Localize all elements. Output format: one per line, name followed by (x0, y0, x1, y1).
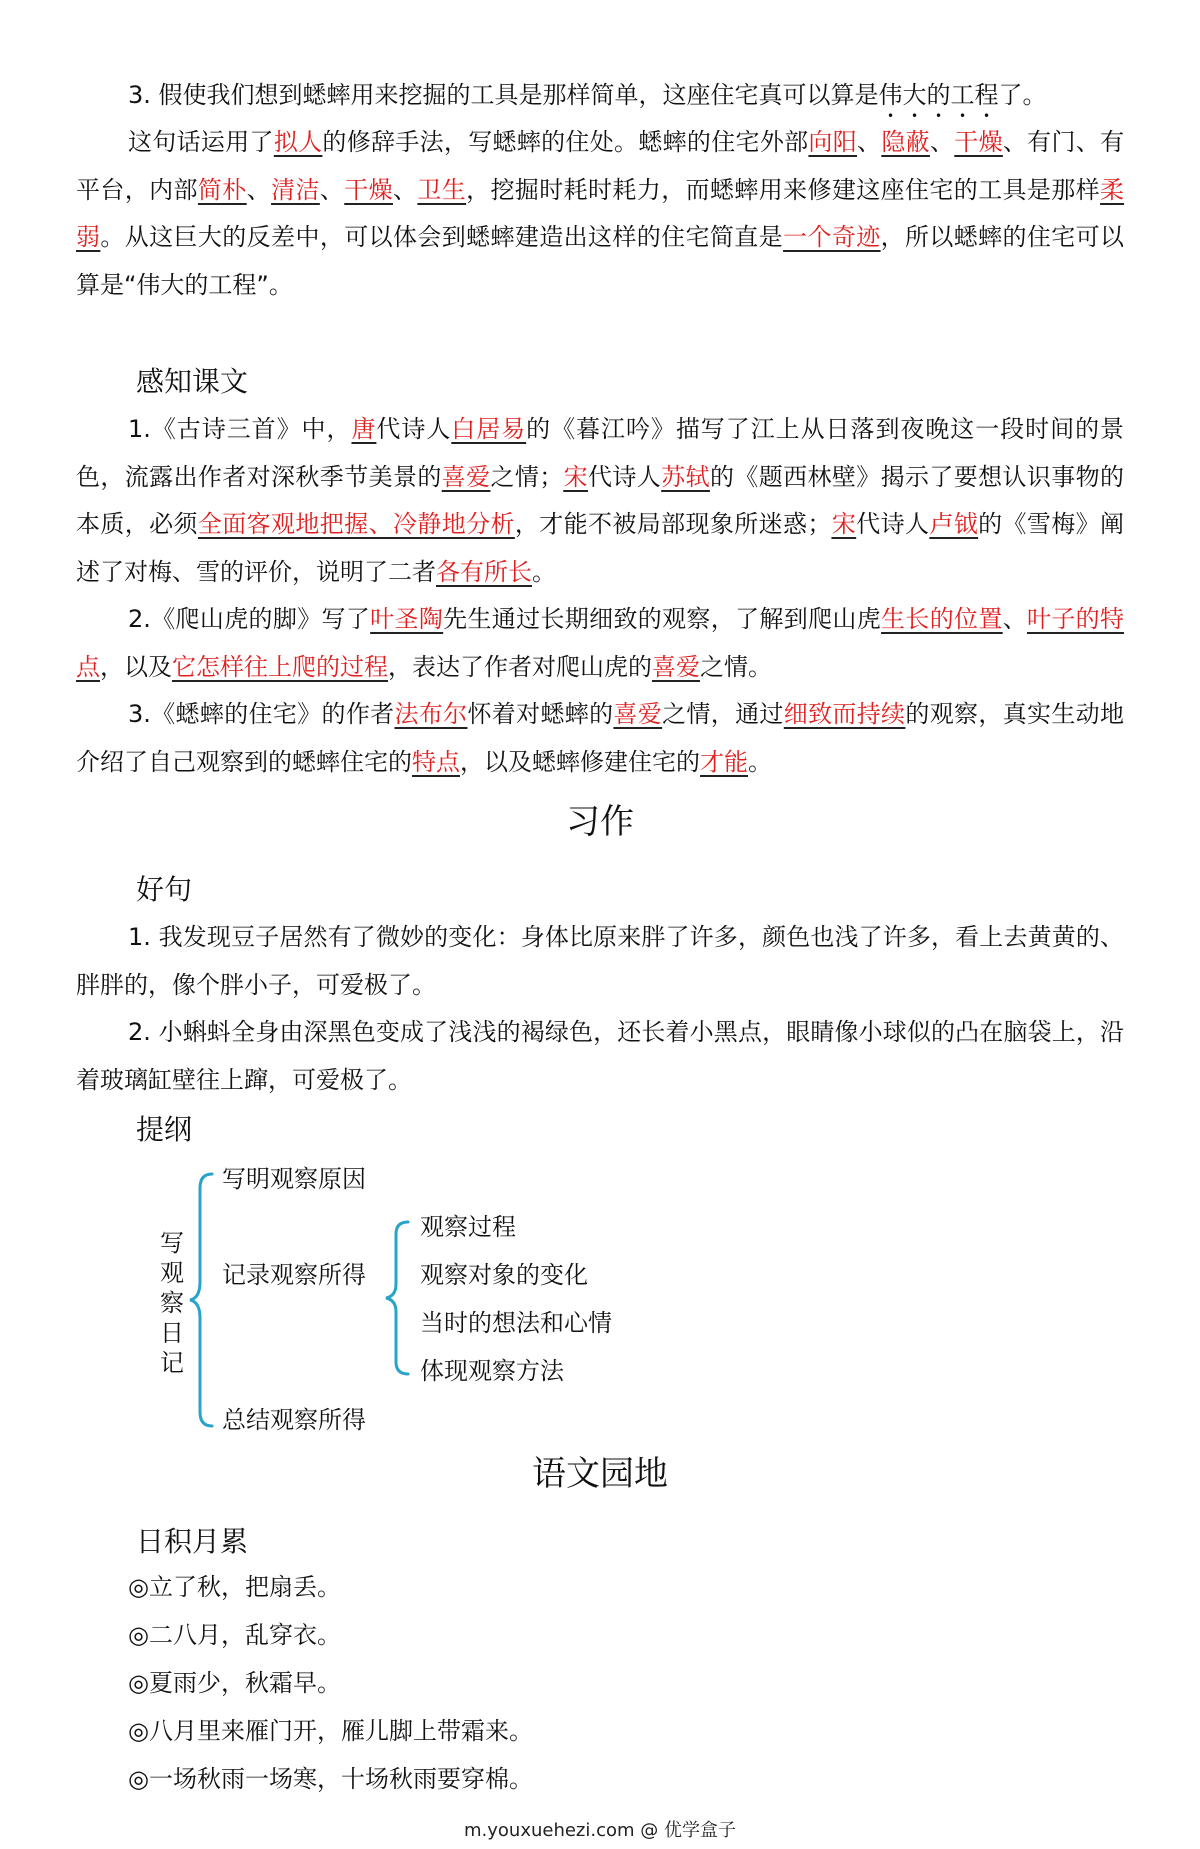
outline-branch-2: 记录观察所得 (222, 1261, 366, 1289)
outline-sub-item: 当时的想法和心情 (420, 1309, 612, 1337)
footer-watermark: m.youxuehezi.com @ 优学盒子 (463, 1820, 736, 1841)
ganzhi-item-2: 2.《爬山虎的脚》写了叶圣陶先生通过长期细致的观察，了解到爬山虎生长的位置、叶子的特点，以及它怎样往上爬的过程，表达了作者对爬山虎的喜爱之情。 (76, 605, 1124, 681)
proverb-line: ◎夏雨少，秋霜早。 (128, 1669, 341, 1697)
outline-sub-brace (384, 1218, 414, 1378)
quote-sentence: 3. 假使我们想到蟋蟀用来挖掘的工具是那样简单，这座住宅真可以算是伟大的工程了。 (128, 81, 1047, 109)
section-title-riji: 日积月累 (136, 1525, 249, 1558)
outline-branch-1: 写明观察原因 (222, 1165, 366, 1193)
section-title-haoju: 好句 (136, 873, 193, 906)
outline-sub-item: 观察对象的变化 (420, 1261, 588, 1289)
heading-xizuo: 习作 (566, 802, 634, 842)
section-title-tigang: 提纲 (136, 1113, 193, 1146)
outline-main-brace (188, 1170, 218, 1430)
heading-yuwen: 语文园地 (532, 1454, 668, 1494)
analysis-paragraph: 这句话运用了拟人的修辞手法，写蟋蟀的住处。蟋蟀的住宅外部向阳、隐蔽、干燥、有门、有平台，内部简朴、清洁、干燥、卫生，挖掘时耗时耗力，而蟋蟀用来修建这座住宅的工具是那样柔弱。从这巨大的反差中，可以体会到蟋蟀建造出这样的住宅简直是一个奇迹，所以蟋蟀的住宅可以算是“伟大的工程”。 (76, 128, 1125, 299)
outline-branch-3: 总结观察所得 (222, 1406, 366, 1434)
section-title-ganzhi: 感知课文 (136, 365, 249, 398)
good-sentence-1: 1. 我发现豆子居然有了微妙的变化：身体比原来胖了许多，颜色也浅了许多，看上去黄黄的、胖胖的，像个胖小子，可爱极了。 (76, 923, 1124, 999)
proverb-line: ◎立了秋，把扇丢。 (128, 1573, 341, 1601)
outline-sub-item: 观察过程 (420, 1213, 516, 1241)
ganzhi-item-3: 3.《蟋蟀的住宅》的作者法布尔怀着对蟋蟀的喜爱之情，通过细致而持续的观察，真实生动地介绍了自己观察到的蟋蟀住宅的特点，以及蟋蟀修建住宅的才能。 (76, 700, 1125, 776)
proverb-line: ◎八月里来雁门开，雁儿脚上带霜来。 (128, 1717, 533, 1745)
proverb-line: ◎二八月，乱穿衣。 (128, 1621, 341, 1649)
ganzhi-item-1: 1.《古诗三首》中，唐代诗人白居易的《暮江吟》描写了江上从日落到夜晚这一段时间的景色，流露出作者对深秋季节美景的喜爱之情；宋代诗人苏轼的《题西林壁》揭示了要想认识事物的本质，必须全面客观地把握、冷静地分析，才能不被局部现象所迷惑；宋代诗人卢钺的《雪梅》阐述了对梅、雪的评价，说明了二者各有所长。 (76, 415, 1125, 586)
proverb-line: ◎一场秋雨一场寒，十场秋雨要穿棉。 (128, 1765, 533, 1793)
good-sentence-2: 2. 小蝌蚪全身由深黑色变成了浅浅的褐绿色，还长着小黑点，眼睛像小球似的凸在脑袋上，沿着玻璃缸壁往上蹿，可爱极了。 (76, 1018, 1124, 1094)
outline-root: 写观察日记 (160, 1229, 184, 1377)
outline-sub-item: 体现观察方法 (420, 1357, 564, 1385)
emphasis-phrase: 伟大的工程 (878, 81, 999, 109)
